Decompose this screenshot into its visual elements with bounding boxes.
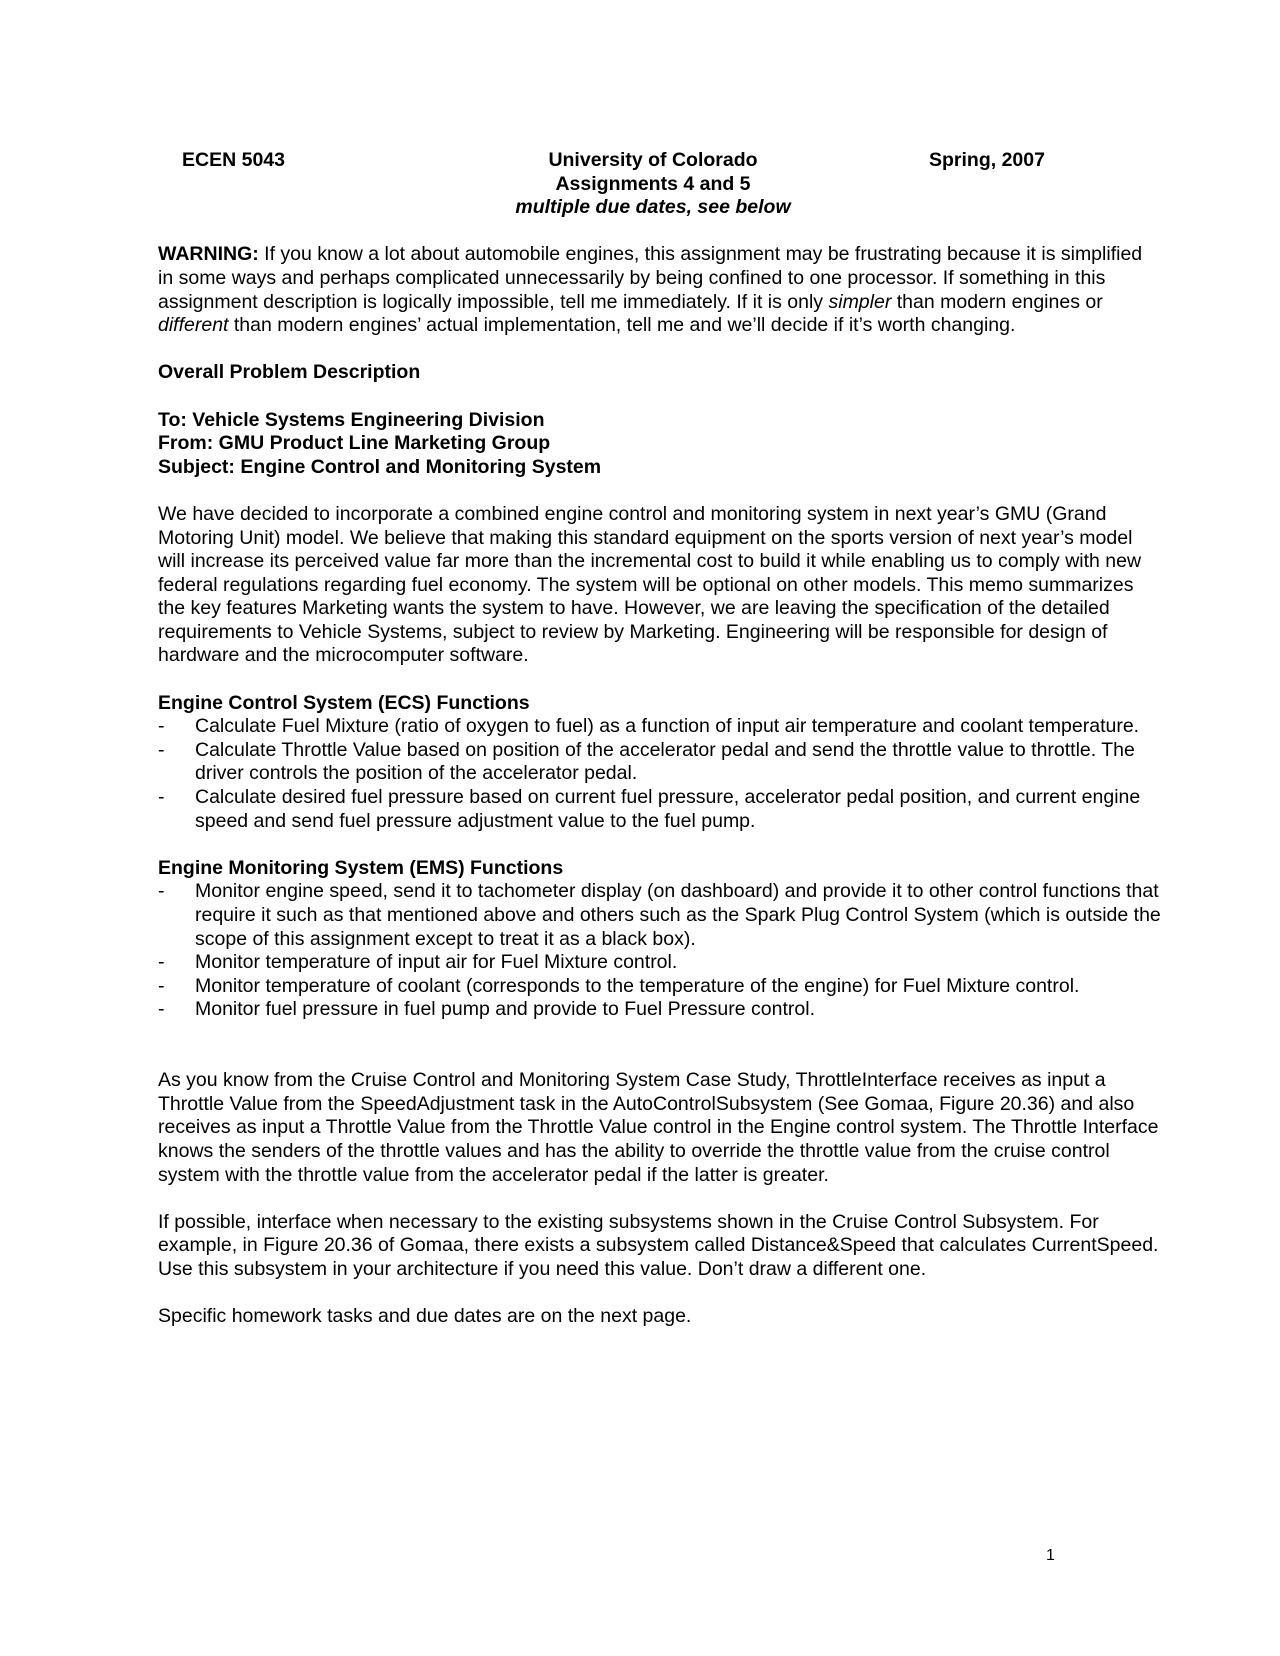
cruise-control-paragraph: As you know from the Cruise Control and Monitoring System Case Study, ThrottleInterface receives as input a Throttle Value from the SpeedAdjustment task in the AutoControlSubsystem (See Gomaa, Figure 20.36) and also receives as input a Throttle Value from the Throttle Value control in the Engine control system. The Throttle Interface knows the senders of the throttle values and has the ability to override the throttle value from the cruise control system with the throttle value from the accelerator pedal if the latter is greater. [158,1069,1159,1186]
list-item: - Monitor temperature of input air for Fuel Mixture control. [158,951,1162,975]
assignment-title: Assignments 4 and 5 [555,172,751,195]
list-item: - Calculate Throttle Value based on position of the accelerator pedal and send the throttle value to throttle. The driver controls the position of the accelerator pedal. [158,739,1148,786]
overall-heading: Overall Problem Description [158,361,421,384]
warning-label: WARNING: [158,243,259,266]
list-item: - Calculate Fuel Mixture (ratio of oxygen to fuel) as a function of input air temperature and coolant temperature. [158,715,1148,739]
term: Spring, 2007 [929,149,1045,171]
warning-text-2: than modern engines or [891,290,1103,313]
intro-paragraph: We have decided to incorporate a combined engine control and monitoring system in next year’s GMU (Grand Motoring Unit) model. We believe that making this standard equipment on the sports version of next year’s model will increase its perceived value far more than the incremental cost to build it while enabling us to comply with new federal regulations regarding fuel economy. The system will be optional on other models. This memo summarizes the key features Marketing wants the system to have. However, we are leaving the specification of the detailed requirements to Vehicle Systems, subject to review by Marketing. Engineering will be responsible for design of hardware and the microcomputer software. [158,502,1142,667]
list-item: - Calculate desired fuel pressure based on current fuel pressure, accelerator pedal position, and current engine speed and send fuel pressure adjustment value to the fuel pump. [158,786,1148,833]
interface-paragraph: If possible, interface when necessary to the existing subsystems shown in the Cruise Control Subsystem. For example, in Figure 20.36 of Gomaa, there exists a subsystem called Distance&Speed that calculates CurrentSpeed. Use this subsystem in your architecture if you need this value. Don’t draw a different one. [158,1210,1159,1280]
warning-text-1: If you know a lot about automobile engines, this assignment may be frustrating because it is simplified in some ways and perhaps complicated unnecessarily by being confined to one processor. If something in this assignment description is logically impossible, tell me immediately. If it is only [158,243,1143,313]
ecs-function-list [158,715,1148,833]
warning-emphasis-simpler: simpler [828,290,892,313]
memo-to: To: Vehicle Systems Engineering Division [158,408,545,431]
ecs-heading: Engine Control System (ECS) Functions [158,691,530,714]
closing-paragraph: Specific homework tasks and due dates are on the next page. [158,1305,692,1328]
university-name: University of Colorado [548,149,758,171]
warning-emphasis-different: different [158,314,229,337]
course-code: ECEN 5043 [182,149,285,171]
list-item: - Monitor engine speed, send it to tachometer display (on dashboard) and provide it to other control functions that require it such as that mentioned above and others such as the Spark Plug Control System (which is outside the scope of this assignment except to treat it as a black box). [158,880,1162,951]
memo-subject: Subject: Engine Control and Monitoring System [158,455,602,478]
list-item: - Monitor fuel pressure in fuel pump and provide to Fuel Pressure control. [158,998,1162,1022]
ems-function-list [158,880,1162,1022]
list-item: - Monitor temperature of coolant (corresponds to the temperature of the engine) for Fuel Mixture control. [158,975,1162,999]
warning-paragraph [158,243,1160,337]
ems-heading: Engine Monitoring System (EMS) Functions [158,856,564,879]
due-note: multiple due dates, see below [515,196,791,219]
document-page [158,149,1161,1329]
memo-from: From: GMU Product Line Marketing Group [158,432,551,455]
warning-text-3: than modern engines’ actual implementation, tell me and we’ll decide if it’s worth changing. [228,314,1016,337]
document-header [158,149,1148,173]
page-number: 1 [1046,1547,1055,1564]
